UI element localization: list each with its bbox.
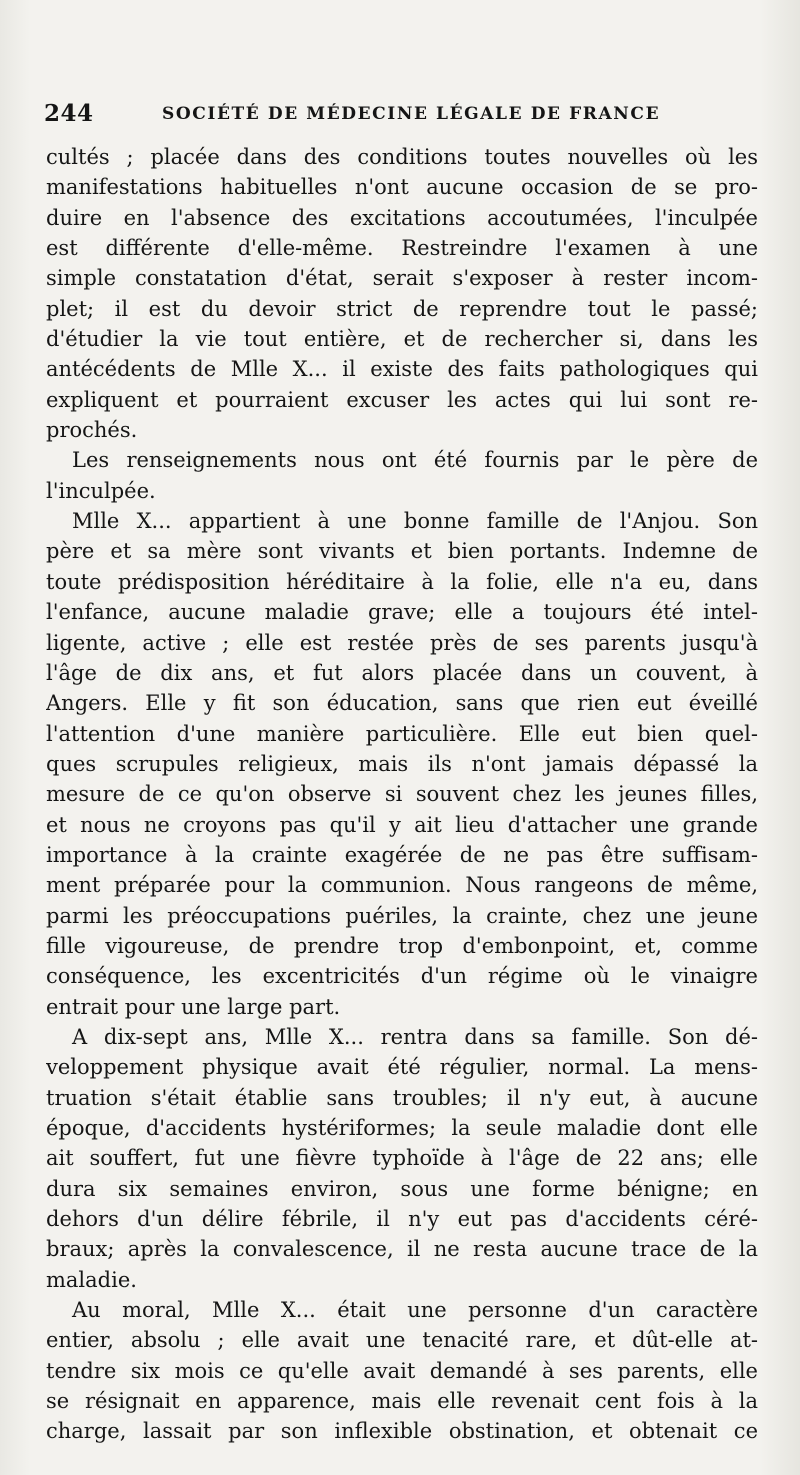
text-line: Angers. Elle y fit son éducation, sans que rien eut éveillé	[46, 691, 758, 716]
running-title: SOCIÉTÉ DE MÉDECINE LÉGALE DE FRANCE	[162, 104, 661, 124]
text-line: entier, absolu ; elle avait une tenacité rare, et dût-elle at-	[46, 1328, 758, 1353]
body-text	[46, 142, 758, 1447]
text-line: Les renseignements nous ont été fournis par le père de	[72, 448, 758, 473]
page-number: 244	[44, 100, 94, 127]
text-line: cultés ; placée dans des conditions toutes nouvelles où les	[46, 145, 758, 169]
text-line: ligente, active ; elle est restée près de ses parents jusqu'à	[46, 630, 758, 655]
text-line: toute prédisposition héréditaire à la folie, elle n'a eu, dans	[46, 569, 758, 594]
text-line: Au moral, Mlle X... était une personne d'un caractère	[72, 1298, 758, 1323]
text-line: époque, d'accidents hystériformes; la seule maladie dont elle	[46, 1116, 758, 1140]
text-line: l'âge de dix ans, et fut alors placée dans un couvent, à	[46, 660, 758, 685]
text-line: importance à la crainte exagérée de ne pas être suffisam-	[46, 842, 758, 867]
text-line: prochés.	[46, 418, 138, 443]
text-line: braux; après la convalescence, il ne resta aucune trace de la	[46, 1237, 758, 1262]
text-line: se résignait en apparence, mais elle revenait cent fois à la	[46, 1389, 758, 1414]
text-line: Mlle X... appartient à une bonne famille de l'Anjou. Son	[72, 509, 758, 534]
text-line: est différente d'elle-même. Restreindre l'examen à une	[46, 236, 758, 261]
text-line: duire en l'absence des excitations accoutumées, l'inculpée	[46, 205, 758, 230]
text-line: l'enfance, aucune maladie grave; elle a toujours été intel-	[46, 600, 758, 625]
text-line: plet; il est du devoir strict de reprendre tout le passé;	[46, 296, 758, 321]
text-line: truation s'était établie sans troubles; il n'y eut, à aucune	[46, 1085, 758, 1110]
text-line: dehors d'un délire fébrile, il n'y eut pas d'accidents céré-	[46, 1207, 758, 1232]
text-line: père et sa mère sont vivants et bien portants. Indemne de	[46, 539, 758, 564]
text-line: l'inculpée.	[46, 478, 156, 503]
text-line: simple constatation d'état, serait s'exposer à rester incom-	[46, 266, 758, 291]
text-line: maladie.	[46, 1267, 137, 1292]
text-line: dura six semaines environ, sous une forme bénigne; en	[46, 1176, 758, 1201]
text-line: mesure de ce qu'on observe si souvent chez les jeunes filles,	[46, 782, 758, 807]
text-line: parmi les préoccupations puériles, la crainte, chez une jeune	[46, 903, 758, 928]
text-line: l'attention d'une manière particulière. Elle eut bien quel-	[46, 721, 758, 746]
text-line: entrait pour une large part.	[46, 994, 341, 1019]
text-line: manifestations habituelles n'ont aucune occasion de se pro-	[46, 175, 758, 200]
text-line: veloppement physique avait été régulier, normal. La mens-	[46, 1055, 758, 1080]
text-line: tendre six mois ce qu'elle avait demandé à ses parents, elle	[46, 1358, 758, 1383]
text-line: conséquence, les excentricités d'un régime où le vinaigre	[46, 964, 758, 989]
text-line: ment préparée pour la communion. Nous rangeons de même,	[46, 873, 758, 898]
text-line: fille vigoureuse, de prendre trop d'embonpoint, et, comme	[46, 933, 758, 958]
text-line: ques scrupules religieux, mais ils n'ont jamais dépassé la	[46, 751, 758, 776]
text-line: expliquent et pourraient excuser les actes qui lui sont re-	[46, 387, 758, 412]
page-header	[44, 100, 760, 134]
text-line: ait souffert, fut une fièvre typhoïde à l'âge de 22 ans; elle	[46, 1146, 758, 1171]
text-line: et nous ne croyons pas qu'il y ait lieu d'attacher une grande	[46, 812, 758, 837]
text-line: d'étudier la vie tout entière, et de rechercher si, dans les	[46, 327, 758, 352]
text-line: A dix-sept ans, Mlle X... rentra dans sa famille. Son dé-	[72, 1024, 758, 1049]
text-line: charge, lassait par son inflexible obstination, et obtenait ce	[46, 1419, 758, 1444]
text-line: antécédents de Mlle X... il existe des faits pathologiques qui	[46, 357, 758, 382]
